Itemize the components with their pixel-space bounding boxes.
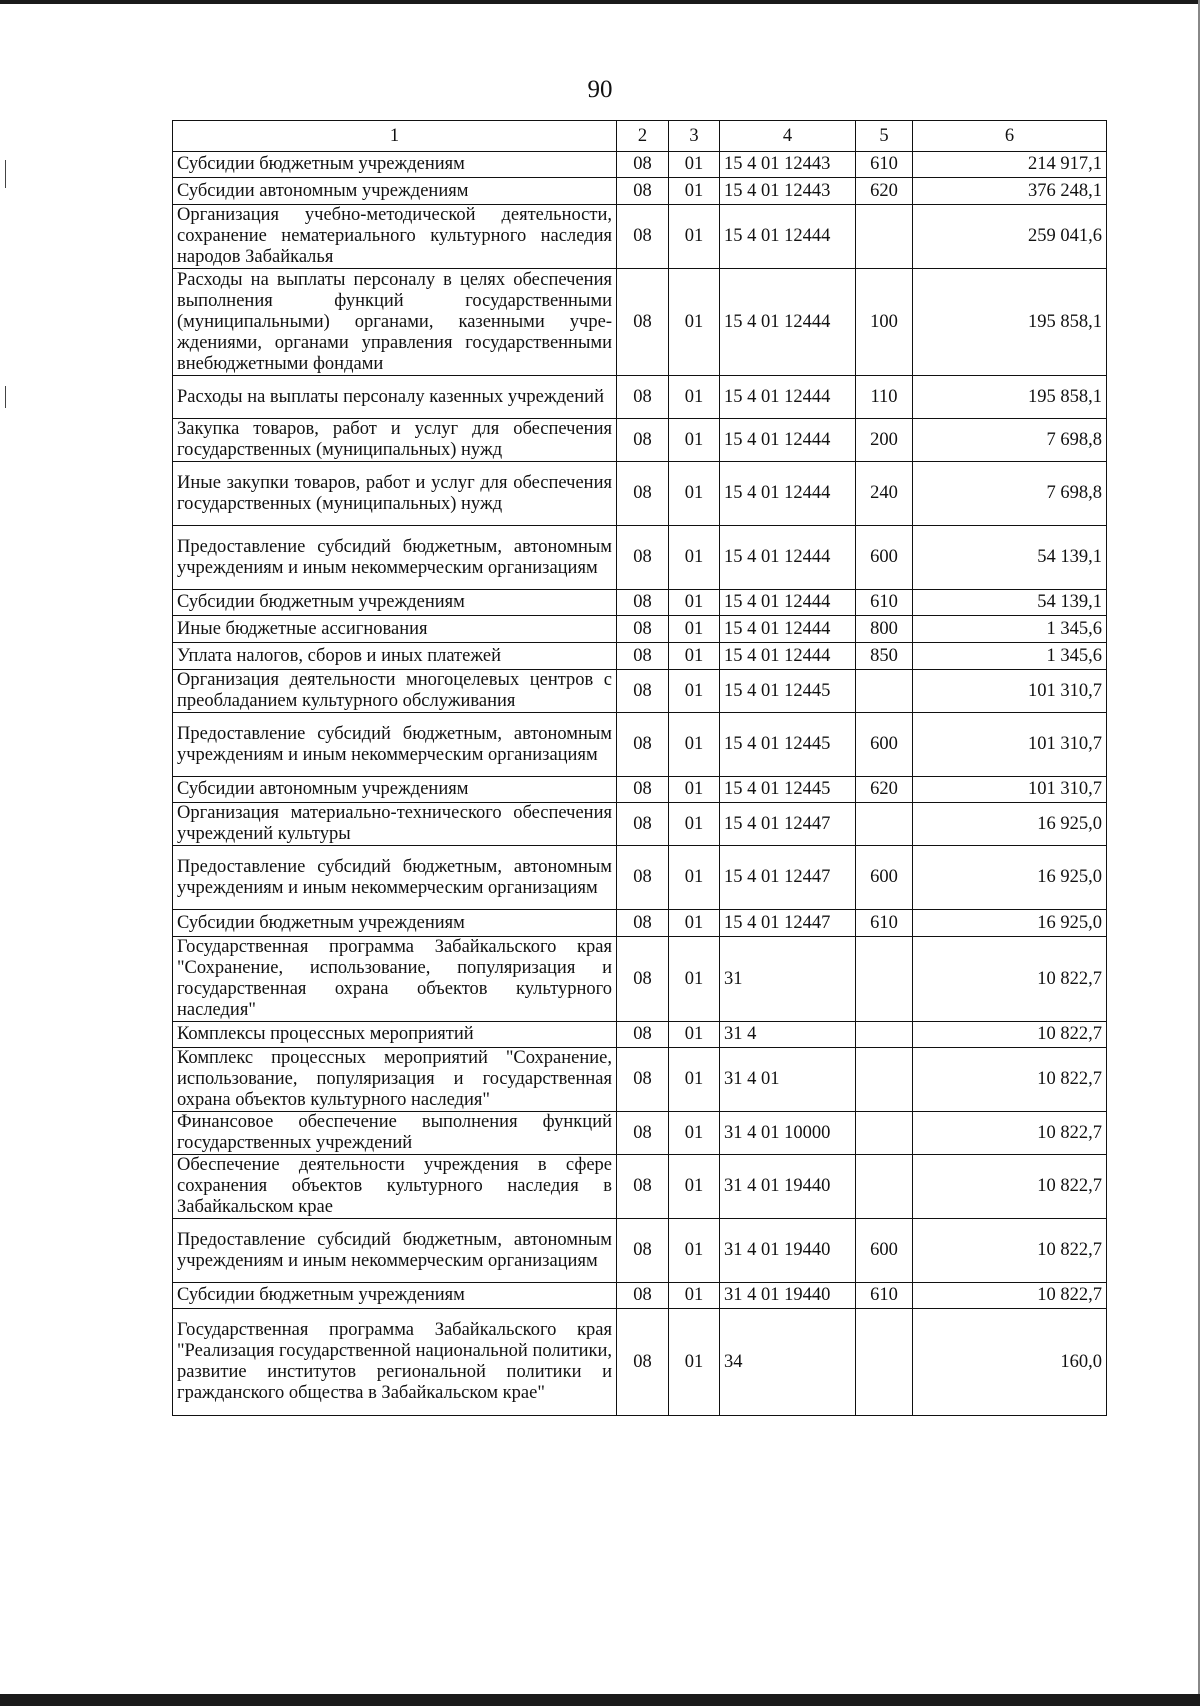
- table-row: [173, 670, 1107, 713]
- subsection-code: 01: [669, 713, 720, 777]
- scan-mark-left-lower: [5, 386, 6, 408]
- budget-table-body: [173, 121, 1107, 1416]
- target-article-code: 15 4 01 12445: [720, 777, 856, 803]
- target-article-code: 15 4 01 12443: [720, 152, 856, 178]
- section-code: 08: [617, 1048, 669, 1112]
- table-row: [173, 1309, 1107, 1416]
- expense-item-name: Государственная программа Забайкальского края "Сохранение, использование, популяризация и государственная охрана объектов культурного наследия": [173, 937, 617, 1022]
- target-article-code: 15 4 01 12444: [720, 616, 856, 643]
- amount: 101 310,7: [913, 713, 1107, 777]
- amount: 376 248,1: [913, 178, 1107, 205]
- expense-item-name: Организация учебно-методической деятельности, сохранение нематериального культурного наследия народов Забайкалья: [173, 205, 617, 269]
- subsection-code: 01: [669, 376, 720, 419]
- subsection-code: 01: [669, 152, 720, 178]
- target-article-code: 15 4 01 12444: [720, 643, 856, 670]
- subsection-code: 01: [669, 1022, 720, 1048]
- expense-item-name: Государственная программа Забайкальского края "Реализация государственной национальной политики, развитие институтов региональной политики и гражданского общества в Забайкальском крае": [173, 1309, 617, 1416]
- table-header-row: [173, 121, 1107, 152]
- scan-top-border: [0, 0, 1200, 4]
- expense-item-name: Предоставление субсидий бюджетным, автономным учреждениям и иным некоммерческим организациям: [173, 1219, 617, 1283]
- table-row: [173, 590, 1107, 616]
- expense-type-code: 600: [856, 1219, 913, 1283]
- subsection-code: 01: [669, 1112, 720, 1155]
- subsection-code: 01: [669, 937, 720, 1022]
- section-code: 08: [617, 419, 669, 462]
- expense-item-name: Уплата налогов, сборов и иных платежей: [173, 643, 617, 670]
- expense-type-code: 100: [856, 269, 913, 376]
- section-code: 08: [617, 269, 669, 376]
- expense-type-code: 600: [856, 713, 913, 777]
- expense-type-code: 800: [856, 616, 913, 643]
- target-article-code: 15 4 01 12444: [720, 526, 856, 590]
- expense-item-name: Субсидии автономным учреждениям: [173, 777, 617, 803]
- column-header-5: 5: [856, 121, 913, 152]
- expense-item-name: Иные закупки товаров, работ и услуг для обеспечения государственных (муниципальных) нужд: [173, 462, 617, 526]
- subsection-code: 01: [669, 526, 720, 590]
- target-article-code: 31 4 01 19440: [720, 1283, 856, 1309]
- table-row: [173, 376, 1107, 419]
- amount: 54 139,1: [913, 526, 1107, 590]
- section-code: 08: [617, 152, 669, 178]
- expense-item-name: Субсидии бюджетным учреждениям: [173, 910, 617, 937]
- amount: 10 822,7: [913, 1155, 1107, 1219]
- target-article-code: 31: [720, 937, 856, 1022]
- target-article-code: 15 4 01 12444: [720, 462, 856, 526]
- section-code: 08: [617, 376, 669, 419]
- table-row: [173, 152, 1107, 178]
- column-header-2: 2: [617, 121, 669, 152]
- section-code: 08: [617, 1155, 669, 1219]
- subsection-code: 01: [669, 1283, 720, 1309]
- expense-type-code: 620: [856, 777, 913, 803]
- section-code: 08: [617, 1219, 669, 1283]
- expense-type-code: 610: [856, 590, 913, 616]
- expense-item-name: Организация деятельности многоцелевых центров с преобладанием культурного обслуживания: [173, 670, 617, 713]
- section-code: 08: [617, 846, 669, 910]
- expense-item-name: Комплекс процессных мероприятий "Сохранение, использование, популяризация и государственная охрана объектов культурного наследия": [173, 1048, 617, 1112]
- expense-type-code: [856, 1112, 913, 1155]
- table-row: [173, 419, 1107, 462]
- table-row: [173, 1155, 1107, 1219]
- expense-type-code: [856, 1309, 913, 1416]
- section-code: 08: [617, 1283, 669, 1309]
- amount: 7 698,8: [913, 419, 1107, 462]
- table-row: [173, 1219, 1107, 1283]
- table-row: [173, 616, 1107, 643]
- target-article-code: 15 4 01 12447: [720, 846, 856, 910]
- section-code: 08: [617, 590, 669, 616]
- section-code: 08: [617, 937, 669, 1022]
- target-article-code: 31 4 01: [720, 1048, 856, 1112]
- target-article-code: 34: [720, 1309, 856, 1416]
- expense-type-code: 610: [856, 910, 913, 937]
- expense-type-code: 610: [856, 152, 913, 178]
- amount: 1 345,6: [913, 643, 1107, 670]
- table-row: [173, 526, 1107, 590]
- target-article-code: 15 4 01 12444: [720, 590, 856, 616]
- expense-item-name: Организация материально-технического обеспечения учреждений культуры: [173, 803, 617, 846]
- expense-item-name: Субсидии бюджетным учреждениям: [173, 590, 617, 616]
- table-row: [173, 1112, 1107, 1155]
- amount: 101 310,7: [913, 670, 1107, 713]
- table-row: [173, 1048, 1107, 1112]
- section-code: 08: [617, 670, 669, 713]
- amount: 10 822,7: [913, 1219, 1107, 1283]
- target-article-code: 31 4: [720, 1022, 856, 1048]
- expense-item-name: Комплексы процессных мероприятий: [173, 1022, 617, 1048]
- subsection-code: 01: [669, 419, 720, 462]
- scan-mark-left-upper: [5, 160, 6, 188]
- subsection-code: 01: [669, 803, 720, 846]
- section-code: 08: [617, 178, 669, 205]
- subsection-code: 01: [669, 269, 720, 376]
- amount: 16 925,0: [913, 910, 1107, 937]
- budget-table: [172, 120, 1107, 1416]
- amount: 7 698,8: [913, 462, 1107, 526]
- expense-item-name: Предоставление субсидий бюджетным, автономным учреждениям и иным некоммерческим организациям: [173, 526, 617, 590]
- section-code: 08: [617, 777, 669, 803]
- table-row: [173, 846, 1107, 910]
- amount: 1 345,6: [913, 616, 1107, 643]
- expense-item-name: Иные бюджетные ассигнования: [173, 616, 617, 643]
- amount: 259 041,6: [913, 205, 1107, 269]
- table-row: [173, 713, 1107, 777]
- target-article-code: 15 4 01 12444: [720, 205, 856, 269]
- column-header-1: 1: [173, 121, 617, 152]
- target-article-code: 15 4 01 12444: [720, 376, 856, 419]
- expense-item-name: Расходы на выплаты персоналу в целях обеспечения выполнения функций государственными (муниципальными) органами, казенными учреждениями, органами управления государственными внебюджетными фондами: [173, 269, 617, 376]
- expense-type-code: 110: [856, 376, 913, 419]
- target-article-code: 31 4 01 10000: [720, 1112, 856, 1155]
- section-code: 08: [617, 643, 669, 670]
- target-article-code: 31 4 01 19440: [720, 1155, 856, 1219]
- table-row: [173, 178, 1107, 205]
- subsection-code: 01: [669, 846, 720, 910]
- target-article-code: 15 4 01 12447: [720, 803, 856, 846]
- amount: 160,0: [913, 1309, 1107, 1416]
- target-article-code: 15 4 01 12447: [720, 910, 856, 937]
- table-row: [173, 269, 1107, 376]
- expense-item-name: Финансовое обеспечение выполнения функций государственных учреждений: [173, 1112, 617, 1155]
- table-row: [173, 1283, 1107, 1309]
- subsection-code: 01: [669, 1219, 720, 1283]
- expense-type-code: 600: [856, 526, 913, 590]
- table-row: [173, 205, 1107, 269]
- amount: 54 139,1: [913, 590, 1107, 616]
- target-article-code: 15 4 01 12445: [720, 670, 856, 713]
- expense-type-code: 850: [856, 643, 913, 670]
- table-row: [173, 910, 1107, 937]
- table-row: [173, 777, 1107, 803]
- amount: 10 822,7: [913, 1112, 1107, 1155]
- subsection-code: 01: [669, 1048, 720, 1112]
- subsection-code: 01: [669, 670, 720, 713]
- expense-type-code: [856, 670, 913, 713]
- table-row: [173, 462, 1107, 526]
- expense-item-name: Закупка товаров, работ и услуг для обеспечения государственных (муниципальных) нужд: [173, 419, 617, 462]
- section-code: 08: [617, 205, 669, 269]
- expense-type-code: 240: [856, 462, 913, 526]
- section-code: 08: [617, 1309, 669, 1416]
- expense-item-name: Субсидии бюджетным учреждениям: [173, 152, 617, 178]
- expense-type-code: [856, 1022, 913, 1048]
- expense-type-code: [856, 205, 913, 269]
- table-row: [173, 937, 1107, 1022]
- amount: 10 822,7: [913, 1283, 1107, 1309]
- amount: 16 925,0: [913, 846, 1107, 910]
- subsection-code: 01: [669, 910, 720, 937]
- amount: 10 822,7: [913, 1048, 1107, 1112]
- subsection-code: 01: [669, 1155, 720, 1219]
- section-code: 08: [617, 803, 669, 846]
- table-row: [173, 1022, 1107, 1048]
- expense-item-name: Обеспечение деятельности учреждения в сфере сохранения объектов культурного наследия в Забайкальском крае: [173, 1155, 617, 1219]
- subsection-code: 01: [669, 616, 720, 643]
- subsection-code: 01: [669, 462, 720, 526]
- expense-type-code: 600: [856, 846, 913, 910]
- section-code: 08: [617, 1112, 669, 1155]
- amount: 16 925,0: [913, 803, 1107, 846]
- page-number: 90: [587, 76, 613, 103]
- target-article-code: 15 4 01 12444: [720, 419, 856, 462]
- subsection-code: 01: [669, 777, 720, 803]
- expense-item-name: Субсидии бюджетным учреждениям: [173, 1283, 617, 1309]
- expense-item-name: Расходы на выплаты персоналу казенных учреждений: [173, 376, 617, 419]
- column-header-6: 6: [913, 121, 1107, 152]
- amount: 10 822,7: [913, 937, 1107, 1022]
- expense-type-code: [856, 1048, 913, 1112]
- target-article-code: 15 4 01 12445: [720, 713, 856, 777]
- amount: 10 822,7: [913, 1022, 1107, 1048]
- expense-type-code: [856, 803, 913, 846]
- amount: 101 310,7: [913, 777, 1107, 803]
- subsection-code: 01: [669, 205, 720, 269]
- column-header-3: 3: [669, 121, 720, 152]
- expense-item-name: Предоставление субсидий бюджетным, автономным учреждениям и иным некоммерческим организациям: [173, 846, 617, 910]
- amount: 214 917,1: [913, 152, 1107, 178]
- expense-type-code: [856, 937, 913, 1022]
- expense-type-code: [856, 1155, 913, 1219]
- expense-type-code: 200: [856, 419, 913, 462]
- section-code: 08: [617, 1022, 669, 1048]
- table-row: [173, 803, 1107, 846]
- section-code: 08: [617, 616, 669, 643]
- subsection-code: 01: [669, 1309, 720, 1416]
- amount: 195 858,1: [913, 269, 1107, 376]
- section-code: 08: [617, 526, 669, 590]
- amount: 195 858,1: [913, 376, 1107, 419]
- subsection-code: 01: [669, 643, 720, 670]
- target-article-code: 31 4 01 19440: [720, 1219, 856, 1283]
- section-code: 08: [617, 910, 669, 937]
- subsection-code: 01: [669, 178, 720, 205]
- expense-type-code: 620: [856, 178, 913, 205]
- expense-item-name: Предоставление субсидий бюджетным, автономным учреждениям и иным некоммерческим организациям: [173, 713, 617, 777]
- expense-type-code: 610: [856, 1283, 913, 1309]
- table-row: [173, 643, 1107, 670]
- scan-bottom-border: [0, 1694, 1200, 1706]
- target-article-code: 15 4 01 12443: [720, 178, 856, 205]
- column-header-4: 4: [720, 121, 856, 152]
- subsection-code: 01: [669, 590, 720, 616]
- section-code: 08: [617, 713, 669, 777]
- target-article-code: 15 4 01 12444: [720, 269, 856, 376]
- expense-item-name: Субсидии автономным учреждениям: [173, 178, 617, 205]
- section-code: 08: [617, 462, 669, 526]
